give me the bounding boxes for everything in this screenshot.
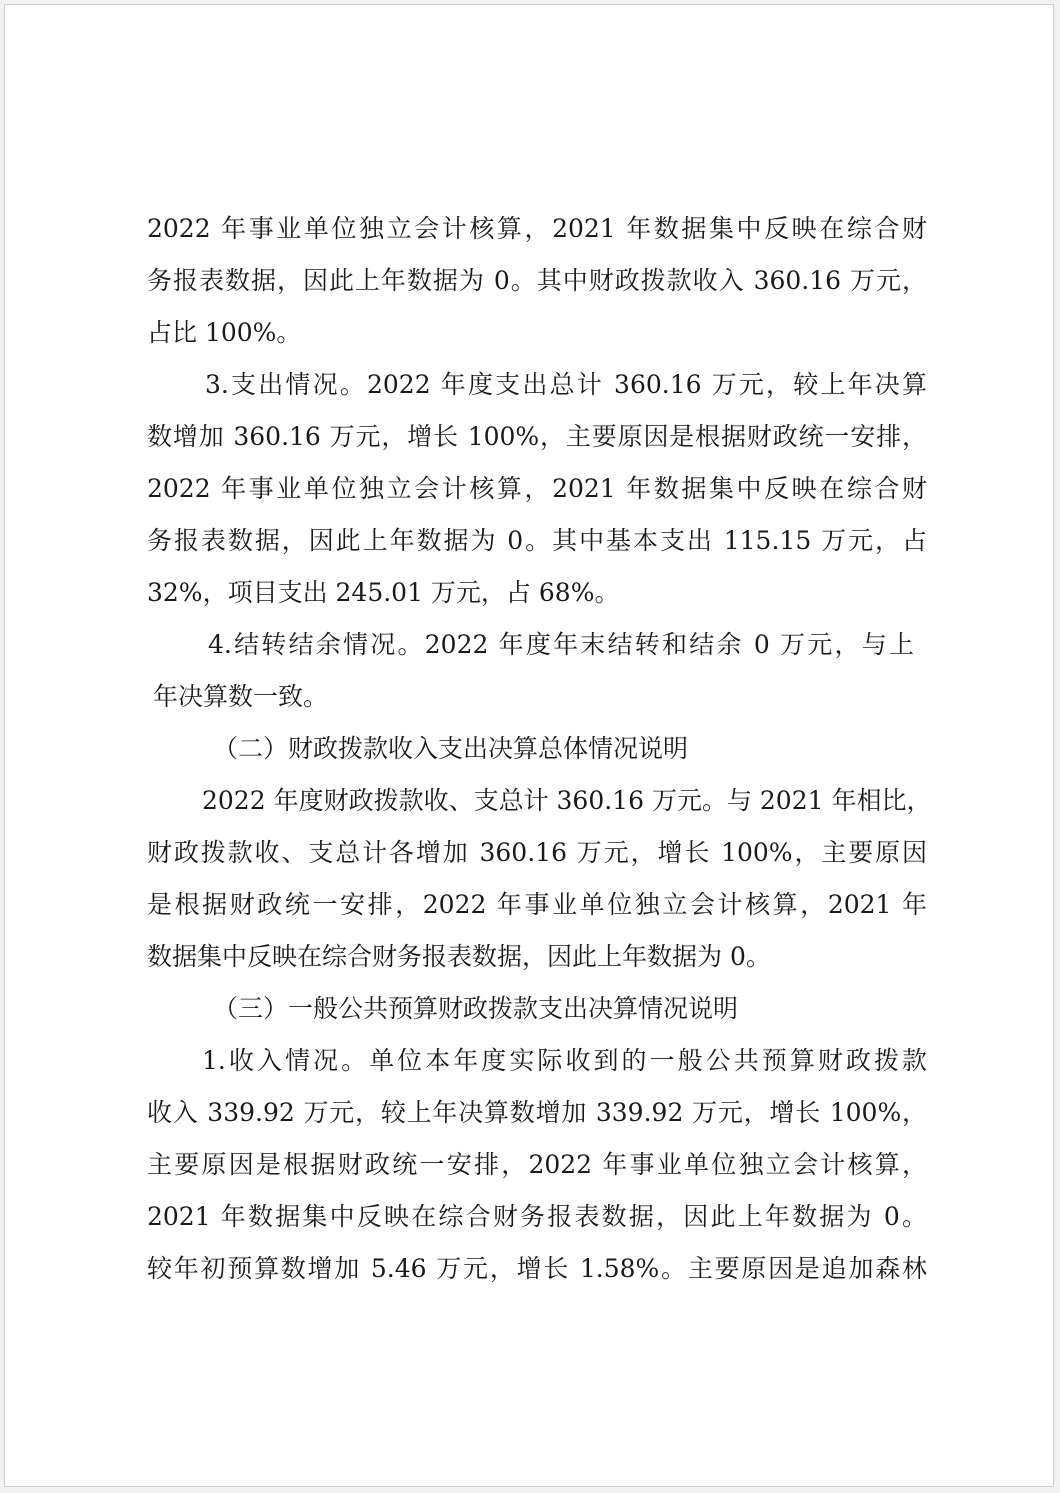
text-line: 占比 100%。 (147, 318, 302, 347)
section-heading: （三）一般公共预算财政拨款支出决算情况说明 (213, 994, 739, 1023)
text-line: 是根据财政统一安排，2022 年事业单位独立会计核算，2021 年 (147, 890, 927, 919)
text-line: 财政拨款收、支总计各增加 360.16 万元，增长 100%，主要原因 (147, 838, 927, 867)
document-page (4, 4, 1054, 1487)
text-line: 务报表数据，因此上年数据为 0。其中财政拨款收入 360.16 万元， (147, 266, 927, 295)
text-line: 务报表数据，因此上年数据为 0。其中基本支出 115.15 万元，占 (147, 526, 927, 555)
text-line: 较年初预算数增加 5.46 万元，增长 1.58%。主要原因是追加森林 (147, 1254, 927, 1283)
text-line: 2022 年度财政拨款收、支总计 360.16 万元。与 2021 年相比， (202, 786, 932, 815)
text-line: 32%，项目支出 245.01 万元，占 68%。 (147, 578, 620, 607)
text-line: 数据集中反映在综合财务报表数据，因此上年数据为 0。 (147, 942, 771, 971)
text-line: 收入 339.92 万元，较上年决算数增加 339.92 万元，增长 100%， (147, 1098, 927, 1127)
text-line: 2022 年事业单位独立会计核算，2021 年数据集中反映在综合财 (147, 214, 927, 243)
text-line: 数增加 360.16 万元，增长 100%，主要原因是根据财政统一安排， (147, 422, 927, 451)
text-line: 年决算数一致。 (153, 682, 329, 711)
text-line: 主要原因是根据财政统一安排，2022 年事业单位独立会计核算， (147, 1150, 927, 1179)
text-line: 2021 年数据集中反映在综合财务报表数据，因此上年数据为 0。 (147, 1202, 927, 1231)
text-line: 4.结转结余情况。2022 年度年末结转和结余 0 万元，与上 (208, 630, 914, 659)
text-line: 1.收入情况。单位本年度实际收到的一般公共预算财政拨款 (202, 1046, 927, 1075)
text-line: 3.支出情况。2022 年度支出总计 360.16 万元，较上年决算 (205, 370, 927, 399)
text-line: 2022 年事业单位独立会计核算，2021 年数据集中反映在综合财 (147, 474, 927, 503)
section-heading: （二）财政拨款收入支出决算总体情况说明 (213, 734, 689, 763)
